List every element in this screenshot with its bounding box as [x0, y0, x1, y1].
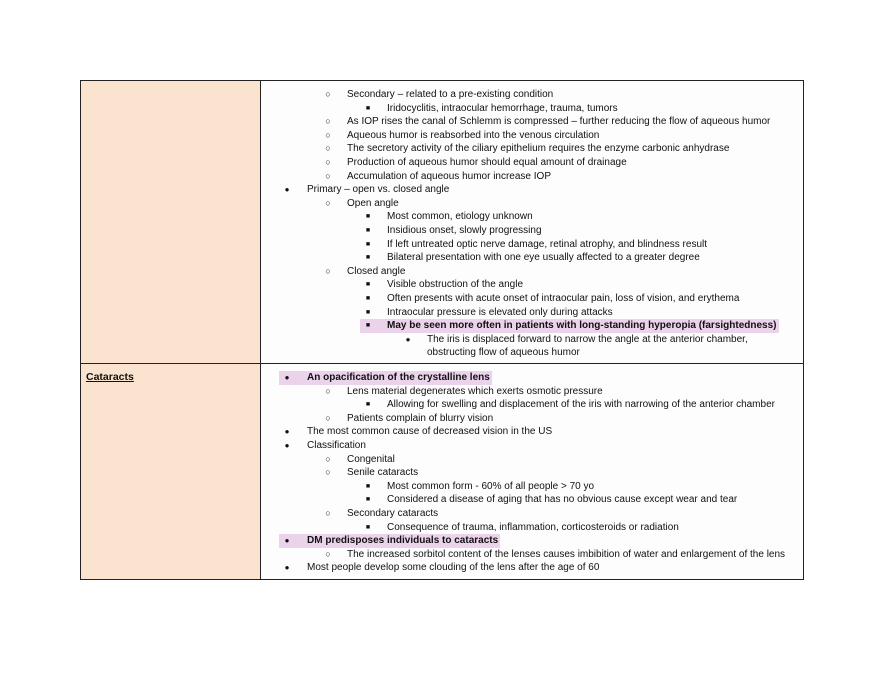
- list-item-text: Accumulation of aqueous humor increase IOP: [347, 170, 551, 182]
- list-item-text: Insidious onset, slowly progressing: [387, 224, 542, 236]
- list-item-text: Secondary cataracts: [347, 507, 439, 519]
- list-item-text: Often presents with acute onset of intraocular pain, loss of vision, and erythema: [387, 292, 740, 304]
- hollow-circle-bullet-icon: ○: [325, 467, 331, 478]
- list-item: [261, 412, 803, 426]
- list-item: [261, 439, 803, 453]
- list-item: [261, 346, 803, 360]
- list-item: [261, 265, 803, 279]
- list-item-text: Most common, etiology unknown: [387, 211, 533, 223]
- list-item-text: Aqueous humor is reabsorbed into the venous circulation: [347, 129, 600, 141]
- list-item: [261, 319, 803, 333]
- bullet-list: [261, 81, 803, 360]
- list-item-text: Patients complain of blurry vision: [347, 412, 494, 424]
- filled-circle-bullet-icon: ●: [284, 440, 290, 450]
- list-item-text: Visible obstruction of the angle: [387, 279, 524, 291]
- square-bullet-icon: ■: [365, 294, 371, 302]
- square-bullet-icon: ■: [365, 482, 371, 490]
- notes-table: [80, 80, 804, 580]
- list-item-text: The most common cause of decreased vision in the US: [307, 426, 553, 438]
- list-item-text: Iridocyclitis, intraocular hemorrhage, trauma, tumors: [387, 102, 618, 114]
- topic-label: Cataracts: [86, 371, 134, 383]
- list-item: [261, 548, 803, 562]
- list-item: [261, 251, 803, 265]
- filled-circle-bullet-icon: ●: [405, 334, 411, 344]
- hollow-circle-bullet-icon: ○: [325, 89, 331, 99]
- list-item-text: Allowing for swelling and displacement of the iris with narrowing of the anterior chamber: [387, 399, 775, 411]
- square-bullet-icon: ■: [365, 104, 371, 112]
- hollow-circle-bullet-icon: ○: [325, 170, 331, 181]
- list-item-text: As IOP rises the canal of Schlemm is compressed – further reducing the flow of aqueous humor: [347, 116, 771, 128]
- square-bullet-icon: ■: [365, 226, 371, 234]
- list-item: [261, 197, 803, 211]
- filled-circle-bullet-icon: ●: [284, 536, 290, 546]
- list-item-text: Senile cataracts: [347, 467, 419, 479]
- list-item-text: The iris is displaced forward to narrow the angle at the anterior chamber,: [427, 333, 748, 345]
- hollow-circle-bullet-icon: ○: [325, 116, 331, 127]
- list-item: [261, 170, 803, 184]
- list-item: [261, 507, 803, 521]
- hollow-circle-bullet-icon: ○: [325, 412, 331, 423]
- hollow-circle-bullet-icon: ○: [325, 156, 331, 167]
- square-bullet-icon: ■: [365, 496, 371, 504]
- list-item: [261, 88, 803, 102]
- list-item: [261, 278, 803, 292]
- square-bullet-icon: ■: [365, 240, 371, 248]
- list-item-text: obstructing flow of aqueous humor: [427, 347, 580, 359]
- filled-circle-bullet-icon: ●: [284, 373, 290, 382]
- list-item-text: The secretory activity of the ciliary epithelium requires the enzyme carbonic anhydrase: [347, 143, 730, 155]
- list-item-text: Intraocular pressure is elevated only during attacks: [387, 306, 613, 318]
- square-bullet-icon: ■: [365, 308, 371, 316]
- list-item: [261, 129, 803, 143]
- list-item: [261, 521, 803, 535]
- list-item: [261, 371, 803, 385]
- list-item-text: Classification: [307, 439, 366, 451]
- filled-circle-bullet-icon: ●: [284, 185, 290, 195]
- topic-cell: [81, 81, 261, 364]
- hollow-circle-bullet-icon: ○: [325, 129, 331, 140]
- topic-cell: [81, 364, 261, 580]
- list-item: [261, 224, 803, 238]
- topic-label: [81, 81, 260, 88]
- table-row-cataracts: [81, 364, 804, 580]
- list-item-text: An opacification of the crystalline lens: [307, 372, 490, 383]
- hollow-circle-bullet-icon: ○: [325, 197, 331, 208]
- list-item: [261, 466, 803, 480]
- hollow-circle-bullet-icon: ○: [325, 143, 331, 154]
- square-bullet-icon: ■: [365, 281, 371, 289]
- list-item: [261, 210, 803, 224]
- list-item-text: Most common form - 60% of all people > 70 yo: [387, 480, 595, 492]
- list-item: [261, 292, 803, 306]
- list-item-text: The increased sorbitol content of the lenses causes imbibition of water and enlargement of the lens: [347, 548, 786, 560]
- hollow-circle-bullet-icon: ○: [325, 548, 331, 559]
- filled-circle-bullet-icon: ●: [284, 427, 290, 437]
- list-item-text: Open angle: [347, 197, 399, 209]
- list-item-text: Most people develop some clouding of the lens after the age of 60: [307, 562, 600, 574]
- list-item: [261, 183, 803, 197]
- list-item-text: Closed angle: [347, 265, 406, 277]
- list-item-text: Production of aqueous humor should equal amount of drainage: [347, 156, 627, 168]
- list-item: [261, 142, 803, 156]
- content-cell: [261, 81, 804, 364]
- square-bullet-icon: ■: [365, 401, 371, 409]
- square-bullet-icon: ■: [365, 523, 371, 531]
- list-item-text: Congenital: [347, 453, 395, 465]
- list-item-text: Primary – open vs. closed angle: [307, 184, 450, 196]
- list-item-text: If left untreated optic nerve damage, retinal atrophy, and blindness result: [387, 238, 708, 250]
- list-item: [261, 102, 803, 116]
- list-item: [261, 306, 803, 320]
- content-cell: [261, 364, 804, 580]
- list-item-text: Consequence of trauma, inflammation, corticosteroids or radiation: [387, 521, 679, 533]
- hollow-circle-bullet-icon: ○: [325, 507, 331, 518]
- filled-circle-bullet-icon: ●: [284, 563, 290, 573]
- list-item: [261, 156, 803, 170]
- list-item: [261, 425, 803, 439]
- hollow-circle-bullet-icon: ○: [325, 453, 331, 464]
- square-bullet-icon: ■: [365, 213, 371, 221]
- list-item: [261, 534, 803, 548]
- hollow-circle-bullet-icon: ○: [325, 265, 331, 276]
- list-item-text: May be seen more often in patients with long-standing hyperopia (farsightedness): [387, 320, 777, 332]
- list-item-text: DM predisposes individuals to cataracts: [307, 535, 499, 547]
- list-item: [261, 493, 803, 507]
- list-item: [261, 333, 803, 347]
- list-item: [261, 480, 803, 494]
- list-item: [261, 453, 803, 467]
- square-bullet-icon: ■: [365, 322, 371, 330]
- list-item: [261, 238, 803, 252]
- list-item-text: Secondary – related to a pre-existing condition: [347, 89, 554, 100]
- list-item: [261, 398, 803, 412]
- list-item: [261, 385, 803, 399]
- square-bullet-icon: ■: [365, 254, 371, 262]
- list-item: [261, 561, 803, 575]
- list-item-text: Considered a disease of aging that has no obvious cause except wear and tear: [387, 494, 738, 506]
- list-item-text: Bilateral presentation with one eye usually affected to a greater degree: [387, 252, 700, 264]
- table-row-glaucoma: [81, 81, 804, 364]
- bullet-list: [261, 364, 803, 575]
- list-item: [261, 115, 803, 129]
- hollow-circle-bullet-icon: ○: [325, 385, 331, 396]
- list-item-text: Lens material degenerates which exerts osmotic pressure: [347, 385, 603, 397]
